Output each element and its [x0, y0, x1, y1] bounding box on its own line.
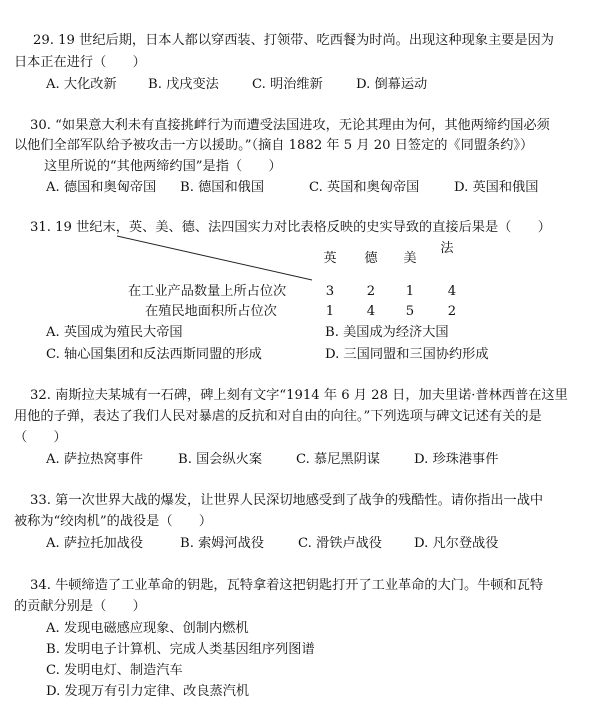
q31-header-france: 法: [440, 241, 454, 256]
q34-stem-line-2: 的贡献分别是（ ）: [14, 599, 146, 614]
q33-option-b: B. 索姆河战役: [180, 536, 265, 551]
q32-stem-line-3: （ ）: [14, 430, 67, 445]
q31-header-britain: 英: [323, 251, 337, 266]
q31-header-germany: 德: [364, 251, 378, 266]
q32-option-c: C. 慕尼黑阴谋: [296, 452, 380, 467]
q29-stem-line-2: 日本正在进行（ ）: [14, 55, 146, 70]
q31-option-b: B. 美国成为经济大国: [325, 325, 449, 340]
q29-option-a: A. 大化改新: [46, 77, 117, 92]
q29-stem-line-1: 29. 19 世纪后期，日本人都以穿西装、打领带、吃西餐为时尚。出现这种现象主要是因为: [33, 33, 554, 48]
q30-stem-line-1: 30. “如果意大利未有直接挑衅行为而遭受法国进攻，无论其理由为何，其他两缔约国必须: [30, 118, 550, 133]
q34-stem-line-1: 34. 牛顿缔造了工业革命的钥匙，瓦特拿着这把钥匙打开了工业革命的大门。牛顿和瓦特: [30, 578, 544, 593]
q31-header-usa: 美: [403, 251, 417, 266]
q30-option-c: C. 英国和奥匈帝国: [309, 180, 420, 195]
q31-row-2-label: 在殖民地面积所占位次: [145, 304, 277, 319]
q30-stem-line-3: 这里所说的“其他两缔约国”是指（ ）: [44, 159, 282, 174]
q33-stem-line-2: 被称为“绞肉机”的战役是（ ）: [14, 514, 213, 529]
q30-option-b: B. 德国和俄国: [180, 180, 265, 195]
q29-option-c: C. 明治维新: [252, 77, 323, 92]
q30-stem-line-2: 以他们全部军队给予被攻击一方以援助。”（摘自 1882 年 5 月 20 日签定的《同盟条约》）: [14, 138, 534, 153]
q30-option-a: A. 德国和奥匈帝国: [46, 180, 157, 195]
q31-row-1-germany: 2: [366, 284, 376, 299]
q31-row-1-usa: 1: [405, 284, 415, 299]
q32-stem-line-1: 32. 南斯拉夫某城有一石碑，碑上刻有文字“1914 年 6 月 28 日，加夫里诺·普林西普在这里: [30, 388, 568, 403]
q31-row-1-britain: 3: [325, 284, 335, 299]
q34-option-b: B. 发明电子计算机、完成人类基因组序列图谱: [46, 642, 315, 657]
q34-option-a: A. 发现电磁感应现象、创制内燃机: [46, 621, 249, 636]
q30-option-d: D. 英国和俄国: [454, 180, 539, 195]
q32-stem-line-2: 用他的子弹，表达了我们人民对暴虐的反抗和对自由的向往。”下列选项与碑文记述有关的是: [14, 409, 542, 424]
q31-row-2-usa: 5: [405, 304, 415, 319]
q34-option-c: C. 发明电灯、制造汽车: [46, 663, 183, 678]
q31-option-a: A. 英国成为殖民大帝国: [46, 325, 183, 340]
q31-stem-line-1: 31. 19 世纪末，英、美、德、法四国实力对比表格反映的史实导致的直接后果是（ ）: [30, 220, 551, 235]
q33-option-a: A. 萨拉托加战役: [46, 536, 144, 551]
q31-row-2-germany: 4: [366, 304, 376, 319]
q32-option-b: B. 国会纵火案: [178, 452, 263, 467]
q32-option-a: A. 萨拉热窝事件: [46, 452, 144, 467]
q31-row-1-label: 在工业产品数量上所占位次: [128, 284, 287, 299]
q31-row-1-france: 4: [447, 284, 457, 299]
q32-option-d: D. 珍珠港事件: [414, 452, 499, 467]
q33-stem-line-1: 33. 第一次世界大战的爆发，让世界人民深切地感受到了战争的残酷性。请你指出一战中: [30, 493, 544, 508]
q31-row-2-france: 2: [447, 304, 457, 319]
q33-option-c: C. 滑铁卢战役: [298, 536, 382, 551]
q34-option-d: D. 发现万有引力定律、改良蒸汽机: [46, 684, 250, 699]
q33-option-d: D. 凡尔登战役: [414, 536, 499, 551]
q31-option-c: C. 轴心国集团和反法西斯同盟的形成: [46, 347, 262, 362]
q31-option-d: D. 三国同盟和三国协约形成: [325, 347, 489, 362]
q29-option-b: B. 戊戌变法: [148, 77, 219, 92]
q31-row-2-britain: 1: [325, 304, 335, 319]
q29-option-d: D. 倒幕运动: [356, 77, 428, 92]
